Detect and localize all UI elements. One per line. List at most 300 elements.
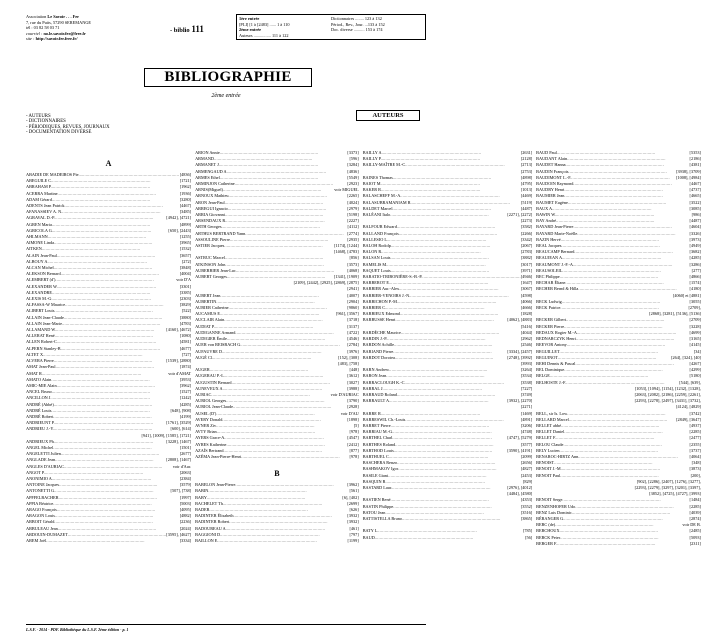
- author-name: BENAROC-HIRTZ Ann.: [536, 453, 580, 459]
- author-name: AVERY Donald: [195, 416, 223, 422]
- author-name: ADAM Gérard: [26, 196, 52, 202]
- reference-numbers: [2935]: [347, 236, 359, 242]
- author-name: ALTET X.: [26, 351, 45, 357]
- reference-numbers: [3932], [2270]: [507, 398, 533, 404]
- reference-numbers: [2063], [2082], [2186], [2259], [2261],: [634, 391, 701, 397]
- author-name: ARBOIT Gérald: [26, 519, 55, 525]
- reference-numbers: [4581]: [179, 339, 192, 345]
- author-name: BELHOSTE J.-F.: [536, 379, 567, 385]
- reference-numbers: [4827]: [520, 466, 533, 472]
- author-entry: [363, 398, 532, 404]
- author-name: AVNER Ziv: [195, 422, 217, 428]
- reference-numbers: [1469]: [520, 410, 533, 416]
- reference-numbers: [3742]: [689, 410, 701, 416]
- reference-numbers: [3829]: [179, 302, 192, 308]
- author-name: BARATIO-TRIBONIÈRE-S.-B.-P.: [362, 274, 423, 280]
- author-name: BELY Lucien: [536, 447, 560, 453]
- reference-numbers: [2784]: [347, 342, 359, 348]
- author-entry: [195, 454, 359, 460]
- reference-numbers: [544], [639],: [679, 379, 701, 385]
- author-name: BARRACLOUGH K.-C.: [362, 379, 406, 385]
- reference-numbers: [4124], [4829]: [676, 404, 701, 410]
- author-name: ARRIA Giovanni: [195, 212, 225, 218]
- reference-numbers: voir D'A: [176, 277, 192, 283]
- reference-numbers: [3976]: [347, 348, 359, 354]
- reference-numbers: [596]: [349, 156, 359, 162]
- reference-numbers: [1532]: [179, 246, 192, 252]
- reference-numbers: [3522]: [689, 199, 701, 205]
- author-name: BARTHUEL C.: [362, 453, 390, 459]
- author-name: BECKER Gilbert: [536, 317, 567, 323]
- section-list: [26, 114, 110, 136]
- author-name: BALOH Rodolp.: [362, 243, 392, 249]
- reference-numbers: voir D'AU: [340, 410, 359, 416]
- author-name: BEAUJEAN A.: [536, 255, 564, 261]
- author-name: BECK Ludwig: [536, 298, 562, 304]
- author-name: BARDÈCHE Maurice: [362, 329, 401, 335]
- reference-numbers: [4066]: [520, 298, 533, 304]
- author-name: AUER von REISBACH G.: [195, 342, 242, 348]
- author-name: BARRESWIL Ch.-Louis: [362, 416, 406, 422]
- author-name: AUCLAIR Alain: [195, 317, 225, 323]
- reference-numbers: [4112]: [347, 224, 359, 230]
- reference-numbers: [2453]: [520, 472, 533, 478]
- reference-numbers: [2849], [3647]: [676, 416, 701, 422]
- reference-numbers: [4748]: [520, 429, 533, 435]
- reference-numbers: [56]: [525, 534, 533, 540]
- author-name: AUGER: [195, 367, 210, 373]
- reference-numbers: [4467]: [179, 203, 192, 209]
- author-name: BAUDIN François: [536, 168, 569, 174]
- dot-leader: [241, 454, 349, 460]
- author-name: BAMELIS M.: [362, 261, 388, 267]
- dot-leader: [375, 535, 525, 541]
- dot-leader: [406, 162, 521, 168]
- author-name: APFFELBACHER: [26, 494, 59, 500]
- author-name: ASTIER Jacques: [195, 243, 225, 249]
- reference-numbers: [4547]: [347, 435, 359, 441]
- reference-numbers: [1080]: [179, 333, 192, 339]
- author-name: ARREGUI Ignacio: [195, 205, 228, 211]
- author-name: BARRET Pierre: [362, 422, 391, 428]
- reference-numbers: [3579]: [179, 482, 192, 488]
- author-name: BATTISTELLA Bruno: [362, 515, 403, 521]
- reference-numbers: [1828]: [520, 311, 533, 317]
- author-name: AURIOL Jean-Claude: [195, 404, 234, 410]
- author-name: BADINTER Robert: [195, 519, 230, 525]
- author-name: BELGE: [536, 373, 550, 379]
- reference-numbers: [1874]: [179, 364, 192, 370]
- author-name: BARDIN J.-P.: [362, 336, 388, 342]
- reference-numbers: [902], [2286], [2407], [1276], [3277],: [636, 478, 701, 484]
- reference-numbers: [3737]: [689, 447, 701, 453]
- author-name: ANDRIEUNT P.: [26, 420, 55, 426]
- reference-numbers: [2293], [2278], [2497], [3431], [3732],: [634, 398, 701, 404]
- author-name: AUDIGIER Émile: [195, 336, 227, 342]
- author-name: AYRES Katherine: [195, 441, 227, 447]
- reference-numbers: [877]: [349, 447, 359, 453]
- author-name: BELLET F.: [536, 435, 557, 441]
- reference-numbers: [4783]: [179, 320, 192, 326]
- author-name: ABRAHAM P.: [26, 184, 52, 190]
- page-title: BIBLIOGRAPHIE: [144, 68, 312, 87]
- association-email[interactable]: courriel : no.le.savoir.fer@free.fr: [26, 30, 86, 36]
- reference-numbers: [2631]: [520, 150, 533, 155]
- author-name: BEDNARCZYK Henri: [536, 336, 576, 342]
- reference-numbers: [2128]: [520, 156, 533, 162]
- author-name: BAILLY P.: [362, 156, 382, 162]
- author-name: BARBICHON P.-M.: [362, 298, 399, 304]
- section-item: - DICTIONNAIRES: [26, 119, 66, 125]
- reference-numbers: [2311]: [689, 540, 701, 546]
- author-name: BENZENHOFER Udo: [536, 503, 576, 509]
- reference-numbers: [4467]: [689, 181, 701, 187]
- author-name: AVTY Brian: [195, 429, 217, 435]
- reference-numbers: [5353]: [689, 150, 701, 155]
- author-name: ARMANET J.: [195, 162, 220, 168]
- author-name: ARBULEAU Jean: [26, 525, 58, 531]
- author-name: ARION Annie: [195, 150, 220, 155]
- author-name: AUCAMUS E.: [195, 311, 222, 317]
- reference-numbers: [5180]: [689, 373, 701, 379]
- reference-numbers: [3965]: [179, 240, 192, 246]
- author-name: BAQUET Louis: [362, 267, 391, 273]
- reference-numbers: [2477]: [689, 435, 701, 441]
- section-item: - PÉRIODIQUES, REVUES, JOURNAUX: [26, 124, 110, 130]
- reference-numbers: [1539], [2880]: [166, 358, 192, 364]
- author-name: BARRAUD Roland: [362, 391, 397, 397]
- author-name: AZAÏS Bertrand: [195, 447, 224, 453]
- author-entry: [26, 538, 191, 544]
- reference-numbers: [3953]: [179, 376, 192, 382]
- author-name: AITKEN: [26, 246, 42, 252]
- reference-numbers: [4285]: [689, 255, 701, 261]
- author-name: BARBIER-VENOIRS J.-N.: [362, 292, 411, 298]
- reference-numbers: [2709]: [689, 317, 701, 323]
- reference-numbers: [3962]: [347, 482, 359, 488]
- contents-col-1: [239, 16, 331, 38]
- reference-numbers: [4160], [4672]: [166, 327, 192, 333]
- reference-numbers: [3552]: [520, 503, 533, 509]
- reference-numbers: [4487]: [689, 218, 701, 224]
- reference-numbers: [34]: [693, 348, 701, 354]
- author-name: BARN Andrew: [362, 367, 390, 373]
- author-name: BARTHEL Charl.: [362, 435, 394, 441]
- reference-numbers: [4949]: [689, 243, 701, 249]
- reference-numbers: [2976], [4012]: [507, 484, 533, 490]
- reference-numbers: [9860]: [347, 305, 359, 311]
- reference-numbers: [1501]: [179, 444, 192, 450]
- reference-numbers: [4836]: [347, 168, 359, 174]
- author-name: BATY L.: [362, 528, 379, 534]
- author-name: ARMINJON Catherine: [195, 181, 235, 187]
- author-name: BEAL Jacques: [536, 243, 562, 249]
- dot-leader: [390, 398, 507, 404]
- author-name: BAKER R.: [362, 187, 383, 193]
- author-name: ALEXIS M.-G.: [26, 296, 53, 302]
- reference-numbers: [3573]: [347, 261, 359, 267]
- reference-numbers: [200],: [690, 472, 701, 478]
- reference-numbers: [3228]: [689, 323, 701, 329]
- reference-numbers: [3516]: [520, 509, 533, 515]
- author-name: AFANASSIEV A. N.: [26, 209, 63, 215]
- index-column-3: [363, 150, 532, 617]
- author-name: ANCEL Bruno: [26, 389, 52, 395]
- reference-numbers: [507], [738]: [170, 488, 192, 494]
- author-name: BENZ Luis Dominic: [536, 509, 572, 515]
- reference-numbers: [3865]: [520, 515, 533, 521]
- reference-numbers: [4666]: [520, 305, 533, 311]
- reference-numbers: [4007]: [347, 292, 359, 298]
- author-name: BEHI Dennis & Pascal: [536, 360, 576, 366]
- author-name: BEDAUX Rogier M.-A.: [536, 329, 578, 335]
- contents-row: 2ème entrée: [239, 27, 262, 33]
- contents-row: [PLI] [1 à [2483] ...... 1 à 110: [239, 21, 290, 27]
- author-name: ALEXANDER W.: [26, 283, 58, 289]
- reference-numbers: [2874]: [689, 515, 701, 521]
- reference-numbers: [3882]: [520, 255, 533, 261]
- author-name: BALASCHEFF M.-A.: [362, 193, 402, 199]
- reference-numbers: [5198]: [347, 212, 359, 218]
- author-name: BAUD: [362, 534, 375, 540]
- author-name: ASSOULINE Pierre: [195, 236, 230, 242]
- author-name: ARDOUIN-DUMAZET: [26, 531, 68, 537]
- reference-numbers: [3284]: [347, 162, 359, 168]
- index-column-4: [536, 150, 701, 617]
- author-name: BAUDIMONT L.-F.: [536, 174, 572, 180]
- reference-numbers: [2868], [3281], [5136], [5136]: [649, 311, 701, 317]
- author-name: BEAUSOLEIL: [536, 267, 563, 273]
- contents-row: Dictionnaires ........ 123 à 132: [331, 16, 382, 21]
- author-name: BARRIAU M.-G.: [362, 429, 394, 435]
- author-name: BEGUINOT: [536, 354, 558, 360]
- author-name: ARMENGAUD A.: [195, 168, 228, 174]
- author-name: ANCILLON J.: [26, 395, 52, 401]
- reference-numbers: [2412]: [347, 441, 359, 447]
- reference-numbers: [3228], [1467]: [166, 438, 192, 444]
- author-name: BAUX A.: [536, 205, 554, 211]
- reference-numbers: [3873]: [689, 466, 701, 472]
- reference-numbers: [2783]: [520, 249, 533, 255]
- reference-numbers: [3485]: [179, 209, 192, 215]
- reference-numbers: [3582]: [520, 224, 533, 230]
- contents-row: Doc. diverse .......... 153 à 174: [331, 27, 383, 33]
- dot-leader: [218, 538, 347, 544]
- reference-numbers: [2656]: [520, 460, 533, 466]
- author-name: ALFASSA-W Maurice: [26, 302, 66, 308]
- author-name: BAUDRY Henri: [536, 187, 565, 193]
- reference-numbers: [2808], [1467]: [166, 457, 192, 463]
- reference-numbers: [2748], [3992]: [507, 354, 533, 360]
- author-name: ABEGUILE C.: [26, 178, 53, 184]
- reference-numbers: [1013]: [520, 187, 533, 193]
- reference-numbers: [1341], [1909]: [333, 274, 359, 280]
- author-name: AUBERT Georges: [195, 274, 227, 280]
- author-name: BAILLY A.: [362, 150, 383, 155]
- author-name: BATOU Jean: [362, 509, 386, 515]
- author-name: BARBIER Aur.-Alex.: [362, 286, 401, 292]
- author-name: ANDRIEUX Ph.: [26, 438, 55, 444]
- reference-numbers: [2979]: [347, 205, 359, 211]
- reference-numbers: [3264]: [520, 367, 533, 373]
- author-name: ALPERN Stanley-B.: [26, 345, 62, 351]
- author-name: BECHER Bernd & Hilla: [536, 286, 579, 292]
- author-name: BAUD Paul: [536, 150, 557, 155]
- reference-numbers: [4882]: [179, 513, 192, 519]
- author-name: BALSAN Louis: [362, 255, 391, 261]
- author-name: AHLMANN: [26, 234, 48, 240]
- author-name: ALEKSON Bernard: [26, 271, 61, 277]
- author-name: BARBIEUX Edmond: [362, 311, 400, 317]
- dot-leader: [402, 516, 521, 522]
- author-entry: [195, 355, 359, 361]
- author-name: ALLAIN Jean-Claude: [26, 314, 64, 320]
- reference-numbers: [3988]: [347, 385, 359, 391]
- author-name: BARRAL J.: [362, 385, 384, 391]
- reference-numbers: [1008], [4984]: [676, 174, 701, 180]
- author-name: BAYARD Jean-Pierre: [536, 224, 574, 230]
- author-name: AUDIAT P.: [195, 323, 215, 329]
- reference-numbers: [3932]: [347, 519, 359, 525]
- reference-numbers: [2186]: [689, 156, 701, 162]
- reference-numbers: [2923]: [347, 181, 359, 187]
- reference-numbers: [4095]: [179, 506, 192, 512]
- author-name: BECK Patrice: [536, 305, 561, 311]
- author-name: BELLET Daniel: [536, 429, 565, 435]
- dot-leader: [224, 243, 334, 249]
- reference-numbers: [4665]: [689, 193, 701, 199]
- author-name: BARBEROT E.: [362, 280, 391, 286]
- reference-numbers: [4899]: [179, 221, 192, 227]
- reference-numbers: [4064]: [689, 453, 701, 459]
- reference-numbers: [727]: [181, 351, 192, 357]
- author-name: ANTOINE Jacques: [26, 482, 60, 488]
- author-name: ARMES Ethel: [195, 174, 220, 180]
- author-entry: [363, 317, 532, 323]
- reference-numbers: [2271]: [520, 404, 533, 410]
- author-name: ARON Jean-Paul: [195, 199, 225, 205]
- reference-numbers: [3749]: [520, 391, 533, 397]
- author-name: ANDRÉ (Abbé): [26, 401, 54, 407]
- author-entry: [536, 541, 701, 547]
- reference-numbers: [264], [324], [40]: [671, 354, 701, 360]
- author-name: ANGEL Michel: [26, 444, 54, 450]
- reference-numbers: [3718]: [347, 317, 359, 323]
- reference-numbers: [2063]: [179, 469, 192, 475]
- author-name: AUNEVEUX A.: [195, 385, 224, 391]
- reference-numbers: [4068]: [347, 267, 359, 273]
- reference-numbers: [3342]: [520, 236, 533, 242]
- author-name: AYERS Grace-A.: [195, 435, 226, 441]
- index-column-1: [26, 150, 191, 617]
- author-name: ANONIMIO A.: [26, 475, 53, 481]
- reference-numbers: [3067]: [520, 286, 533, 292]
- biblio-number-label: - biblio 111: [170, 24, 204, 34]
- reference-numbers: [2546]: [520, 342, 533, 348]
- section-item: - DOCUMENTATION DIVERSE: [26, 130, 92, 136]
- reference-numbers: voir d'AMAT: [168, 370, 192, 376]
- reference-numbers: [4891]: [520, 416, 533, 422]
- author-name: AZÉMA Jean-Pierre-Henri: [195, 453, 242, 459]
- author-name: BAINES Thomas: [362, 174, 393, 180]
- author-name: BECKER Pierre: [536, 323, 565, 329]
- author-name: ALLERAT René: [26, 333, 55, 339]
- reference-numbers: [5416]: [520, 323, 533, 329]
- reference-numbers: [4381]: [689, 162, 701, 168]
- reference-numbers: [941], [1009], [1585], [1721]: [141, 432, 192, 438]
- reference-numbers: [3055]: [689, 298, 701, 304]
- author-entry: [363, 162, 532, 168]
- author-name: ANDRIEU J.-Y.: [26, 426, 54, 432]
- reference-numbers: [4836]: [179, 172, 192, 177]
- author-name: ARNOUX Mathieu: [195, 193, 229, 199]
- author-name: AUSEL (D'): [195, 410, 217, 416]
- reference-numbers: [3017]: [520, 261, 533, 267]
- reference-numbers: [1721]: [179, 178, 192, 184]
- author-name: ALLEN Robert-C.: [26, 339, 58, 345]
- reference-numbers: [2774]: [347, 230, 359, 236]
- reference-numbers: [2024]: [179, 525, 192, 531]
- reference-numbers: [5003]: [179, 500, 192, 506]
- contents-col-2: [331, 16, 423, 38]
- author-entry: [363, 212, 532, 218]
- author-name: BASCHERA Renzo: [362, 460, 398, 466]
- reference-numbers: [4044]: [520, 329, 533, 335]
- reference-numbers: [5549]: [347, 174, 359, 180]
- author-name: BEC Philippe: [536, 274, 560, 280]
- author-name: BÉRANGER G.: [536, 515, 565, 521]
- author-name: BASHMAKOV Igor: [362, 466, 399, 472]
- author-name: BEAUMONT J.-F.-A.: [536, 261, 575, 267]
- reference-numbers: [4898]: [520, 174, 533, 180]
- reference-numbers: [978]: [349, 453, 359, 459]
- reference-numbers: [1484]: [689, 497, 701, 503]
- author-name: BARBIER C.: [362, 305, 387, 311]
- author-name: BALASUBRAMANIAM R.: [362, 199, 412, 205]
- reference-numbers: [3682]: [689, 249, 701, 255]
- author-name: BAUDANT Alain: [536, 156, 568, 162]
- author-name: ARAGON Louis: [26, 513, 55, 519]
- index-column-2: [195, 150, 359, 617]
- reference-numbers: [4546]: [347, 336, 359, 342]
- author-entry: [363, 355, 532, 361]
- reference-numbers: [4145]: [689, 342, 701, 348]
- reference-numbers: [1527]: [179, 389, 192, 395]
- author-name: BARDOT Dorotea: [362, 354, 395, 360]
- author-name: BERCHOUX: [536, 528, 560, 534]
- author-name: ANGLES D'AURIAC: [26, 463, 64, 469]
- reference-numbers: [3962]: [179, 382, 192, 388]
- dot-leader: [213, 355, 338, 361]
- author-name: ABADIE DE MADEIROS Pie..: [26, 172, 81, 177]
- author-name: BEAUCAMP Bernard: [536, 249, 575, 255]
- author-name: BAY André: [536, 218, 557, 224]
- author-name: BAUDOIN Raymond: [536, 181, 574, 187]
- reference-numbers: [2236]: [179, 519, 192, 525]
- reference-numbers: [1174], [1244]: [334, 243, 359, 249]
- reference-numbers: [4024]: [347, 199, 359, 205]
- author-name: BEEVOR Antony: [536, 342, 567, 348]
- association-site[interactable]: site : http://savoir.fer.free.fr/: [26, 36, 78, 42]
- reference-numbers: [2273]: [520, 218, 533, 224]
- reference-numbers: [2303]: [179, 296, 192, 302]
- author-name: AUDIGANNE Armand: [195, 329, 236, 335]
- reference-numbers: [785]: [522, 528, 533, 534]
- reference-numbers: [986]: [691, 212, 701, 218]
- reference-numbers: [3932]: [347, 513, 359, 519]
- author-name: BEGUILLET: [536, 348, 560, 354]
- reference-numbers: [4699]: [689, 329, 701, 335]
